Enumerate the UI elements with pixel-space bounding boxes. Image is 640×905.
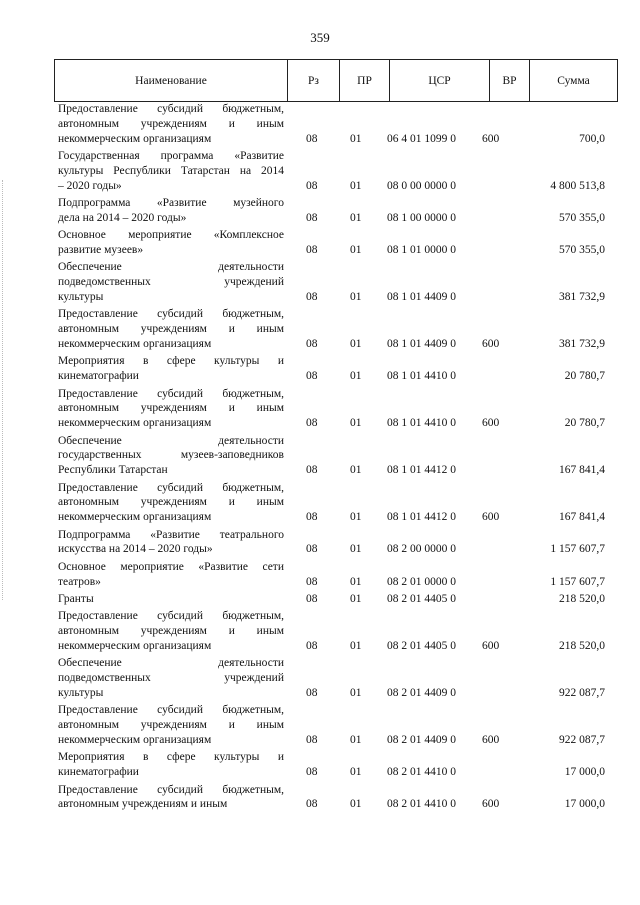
row-rz: 08 (306, 370, 318, 383)
table-row (0, 783, 640, 813)
row-sum: 218 520,0 (559, 593, 605, 605)
row-rz: 08 (306, 132, 318, 145)
row-sum: 570 355,0 (559, 243, 605, 256)
table-row (0, 560, 640, 590)
header-pr: ПР (340, 60, 390, 101)
row-name-line: Предоставление субсидий бюджетным, (58, 308, 284, 321)
row-name-line: искусства на 2014 – 2020 годы» (58, 543, 213, 556)
row-name (58, 102, 284, 146)
row-name-line: Обеспечение деятельности (58, 261, 284, 274)
row-csr: 08 1 01 4410 0 (387, 417, 456, 430)
row-rz: 08 (306, 543, 318, 556)
row-name-line: некоммерческим организациям (58, 511, 212, 524)
row-name-line: государственных музеев-заповедников (58, 449, 284, 462)
row-pr: 01 (350, 575, 362, 588)
row-name-line: Подпрограмма «Развитие театрального (58, 528, 284, 541)
row-pr: 01 (350, 593, 362, 605)
row-sum: 167 841,4 (559, 511, 605, 524)
row-name-line: культуры (58, 686, 104, 699)
row-pr: 01 (350, 337, 362, 350)
row-name (58, 149, 284, 193)
row-csr: 08 2 01 4405 0 (387, 639, 456, 652)
row-name (58, 481, 284, 525)
row-name-line: Обеспечение деятельности (58, 657, 284, 670)
row-name-line: Республики Татарстан (58, 464, 168, 477)
row-rz: 08 (306, 511, 318, 524)
row-name-line: автономным учреждениям и иным (58, 798, 228, 811)
row-sum: 218 520,0 (559, 639, 605, 652)
row-name-line: развитие музеев» (58, 243, 144, 256)
row-name (58, 387, 284, 431)
table-row (0, 228, 640, 258)
table-row (0, 307, 640, 351)
row-name-line: Предоставление субсидий бюджетным, (58, 610, 284, 623)
row-rz: 08 (306, 464, 318, 477)
row-csr: 08 1 01 4409 0 (387, 290, 456, 303)
row-pr: 01 (350, 639, 362, 652)
row-vr: 600 (482, 798, 500, 811)
row-name (58, 528, 284, 558)
row-name-line: Основное мероприятие «Развитие сети (58, 560, 284, 573)
row-pr: 01 (350, 417, 362, 430)
row-pr: 01 (350, 766, 362, 779)
row-csr: 08 2 01 4409 0 (387, 686, 456, 699)
row-rz: 08 (306, 798, 318, 811)
row-sum: 167 841,4 (559, 464, 605, 477)
row-sum: 1 157 607,7 (550, 543, 605, 556)
header-name: Наименование (55, 60, 288, 101)
row-sum: 922 087,7 (559, 686, 605, 699)
table-row (0, 102, 640, 146)
row-sum: 570 355,0 (559, 211, 605, 224)
row-name-line: некоммерческим организациям (58, 132, 212, 145)
row-name-line: Обеспечение деятельности (58, 434, 284, 447)
row-name-line: кинематографии (58, 370, 139, 383)
row-sum: 4 800 513,8 (550, 179, 605, 192)
row-name (58, 196, 284, 226)
row-rz: 08 (306, 639, 318, 652)
table-row (0, 196, 640, 226)
row-csr: 08 2 01 4405 0 (387, 593, 456, 605)
row-csr: 08 1 00 0000 0 (387, 211, 456, 224)
row-pr: 01 (350, 798, 362, 811)
row-rz: 08 (306, 290, 318, 303)
row-pr: 01 (350, 211, 362, 224)
row-vr: 600 (482, 511, 500, 524)
row-name-line: Гранты (58, 593, 94, 605)
table-row (0, 656, 640, 700)
row-pr: 01 (350, 686, 362, 699)
table-row (0, 609, 640, 653)
row-name-line: автономным учреждениям и иным (58, 117, 284, 130)
row-pr: 01 (350, 733, 362, 746)
row-pr: 01 (350, 464, 362, 477)
row-csr: 08 2 01 4409 0 (387, 733, 456, 746)
row-name-line: некоммерческим организациям (58, 417, 212, 430)
row-name-line: Основное мероприятие «Комплексное (58, 229, 284, 242)
row-vr: 600 (482, 639, 500, 652)
row-vr: 600 (482, 132, 500, 145)
row-name-line: подведомственных учреждений (58, 276, 284, 289)
row-name (58, 609, 284, 653)
table-row (0, 149, 640, 193)
row-name-line: – 2020 годы» (58, 179, 122, 192)
row-name-line: Предоставление субсидий бюджетным, (58, 783, 284, 796)
row-name-line: автономным учреждениям и иным (58, 496, 284, 509)
row-pr: 01 (350, 370, 362, 383)
row-sum: 17 000,0 (564, 766, 605, 779)
row-name-line: Мероприятия в сфере культуры и (58, 355, 284, 368)
row-rz: 08 (306, 593, 318, 605)
table-row (0, 750, 640, 780)
row-name (58, 656, 284, 700)
row-name-line: Мероприятия в сфере культуры и (58, 751, 284, 764)
row-csr: 08 1 01 4410 0 (387, 370, 456, 383)
row-pr: 01 (350, 543, 362, 556)
row-csr: 08 1 01 4409 0 (387, 337, 456, 350)
row-csr: 08 2 00 0000 0 (387, 543, 456, 556)
row-name (58, 783, 284, 813)
row-vr: 600 (482, 733, 500, 746)
table-row (0, 703, 640, 747)
row-rz: 08 (306, 766, 318, 779)
row-sum: 20 780,7 (564, 417, 605, 430)
row-rz: 08 (306, 686, 318, 699)
table-row (0, 434, 640, 478)
row-csr: 06 4 01 1099 0 (387, 132, 456, 145)
row-name (58, 228, 284, 258)
row-sum: 17 000,0 (564, 798, 605, 811)
row-csr: 08 1 01 4412 0 (387, 511, 456, 524)
row-name-line: культуры Республики Татарстан на 2014 (58, 164, 284, 177)
row-name-line: некоммерческим организациям (58, 733, 212, 746)
row-name-line: Подпрограмма «Развитие музейного (58, 197, 284, 209)
row-sum: 700,0 (579, 132, 605, 145)
row-sum: 20 780,7 (564, 370, 605, 383)
table-header (54, 59, 618, 102)
header-sum: Сумма (557, 74, 590, 87)
row-rz: 08 (306, 211, 318, 224)
row-sum: 1 157 607,7 (550, 575, 605, 588)
row-rz: 08 (306, 337, 318, 350)
row-name-line: дела на 2014 – 2020 годы» (58, 211, 187, 224)
row-name-line: некоммерческим организациям (58, 639, 212, 652)
row-csr: 08 2 01 0000 0 (387, 575, 456, 588)
row-pr: 01 (350, 179, 362, 192)
row-pr: 01 (350, 511, 362, 524)
row-name (58, 592, 284, 607)
table-row (0, 528, 640, 558)
row-name-line: Предоставление субсидий бюджетным, (58, 103, 284, 115)
row-pr: 01 (350, 290, 362, 303)
row-csr: 08 2 01 4410 0 (387, 766, 456, 779)
table-row (0, 260, 640, 304)
header-vr: ВР (490, 60, 530, 101)
row-csr: 08 0 00 0000 0 (387, 179, 456, 192)
row-name-line: автономным учреждениям и иным (58, 323, 284, 336)
row-name-line: Предоставление субсидий бюджетным, (58, 481, 284, 494)
row-name-line: Предоставление субсидий бюджетным, (58, 704, 284, 717)
header-rz: Рз (288, 60, 340, 101)
row-rz: 08 (306, 179, 318, 192)
row-rz: 08 (306, 417, 318, 430)
row-rz: 08 (306, 575, 318, 588)
row-name-line: некоммерческим организациям (58, 337, 212, 350)
row-csr: 08 1 01 0000 0 (387, 243, 456, 256)
page-number: 359 (310, 30, 330, 45)
row-sum: 381 732,9 (559, 290, 605, 303)
row-pr: 01 (350, 132, 362, 145)
row-name-line: кинематографии (58, 766, 139, 779)
row-csr: 08 2 01 4410 0 (387, 798, 456, 811)
row-name (58, 307, 284, 351)
row-sum: 922 087,7 (559, 733, 605, 746)
row-vr: 600 (482, 417, 500, 430)
row-name-line: Предоставление субсидий бюджетным, (58, 387, 284, 400)
row-vr: 600 (482, 337, 500, 350)
row-name-line: автономным учреждениям и иным (58, 625, 284, 638)
header-csr: ЦСР (390, 60, 490, 101)
table-row (0, 592, 640, 607)
row-name-line: Государственная программа «Развитие (58, 150, 284, 162)
row-name-line: театров» (58, 575, 101, 588)
row-csr: 08 1 01 4412 0 (387, 464, 456, 477)
row-name (58, 750, 284, 780)
row-name (58, 560, 284, 590)
table-row (0, 481, 640, 525)
row-name (58, 434, 284, 478)
row-name-line: подведомственных учреждений (58, 672, 284, 685)
row-name-line: культуры (58, 290, 104, 303)
table-row (0, 387, 640, 431)
row-rz: 08 (306, 243, 318, 256)
row-pr: 01 (350, 243, 362, 256)
row-sum: 381 732,9 (559, 337, 605, 350)
table-row (0, 354, 640, 384)
row-name-line: автономным учреждениям и иным (58, 402, 284, 415)
row-name (58, 354, 284, 384)
row-name-line: автономным учреждениям и иным (58, 719, 284, 732)
row-name (58, 260, 284, 304)
row-name (58, 703, 284, 747)
row-rz: 08 (306, 733, 318, 746)
